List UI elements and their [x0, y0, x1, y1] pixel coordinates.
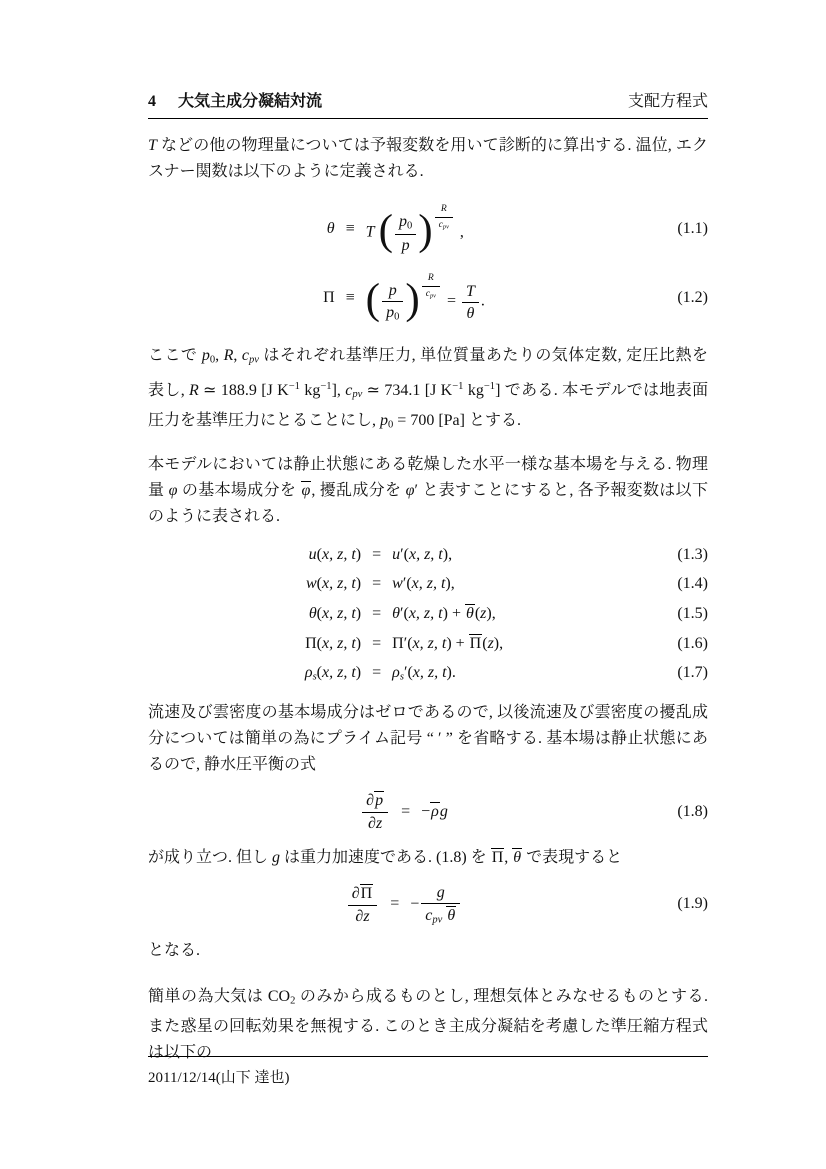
chapter-title: 大気主成分凝結対流	[178, 93, 323, 110]
paragraph-diagnostics: T などの他の物理量については予報変数を用いて診断的に算出する. 温位, エクスナー関数は以下のように定義される.	[148, 137, 708, 180]
eq-1-5-lhs: θ(x, z, t)	[308, 604, 362, 622]
paragraph-co2-assumption: 簡単の為大気は $CO_2$ のみから成るものとし, 理想気体とみなせるものとする. また惑星の回転効果を無視する. このとき主成分凝結を考慮した準圧縮方程式は以下の	[148, 988, 708, 1062]
paragraph-constants: ここで $p_0$, R, $c_{pv}$ はそれぞれ基準圧力, 単位質量あたりの気体定数, 定圧比熱を表し, R ≃ 188.9 [J $K^{-1}$ $kg^{-1}$], $c_{pv}$ ≃ 734.1 [J $K^{-1}$ $kg^{-1}$] である. 本モデルでは地表面圧力を基準圧力にとることにし, $p_0 = 700$ [Pa] とする.	[148, 347, 709, 431]
paragraph-gravity: が成り立つ. 但し g は重力加速度である. (1.8) を Π, θ で表現すると	[148, 848, 623, 866]
eq-1-1-number: (1.1)	[677, 219, 708, 237]
eq-1-7-relation: =	[372, 664, 382, 682]
eq-1-2-lhs: Π	[323, 288, 335, 306]
eq-1-5-relation: =	[372, 604, 382, 622]
eq-1-1-lhs: θ	[326, 219, 335, 237]
eq-1-7-lhs: $\rho_s(x$, z, t)	[304, 664, 362, 683]
eq-1-8-rhs: −ρg	[421, 803, 448, 821]
equation-exner-hydrostatic	[148, 883, 708, 927]
eq-1-7-number: (1.7)	[677, 664, 708, 682]
section-title: 支配方程式	[627, 93, 708, 110]
paragraph-hydrostatic: 流速及び雲密度の基本場成分はゼロであるので, 以後流速及び雲密度の擾乱成分については簡単の為にプライム記号 “ ′ ” を省略する. 基本場は静止状態にあるので, 静水圧平衡の式	[148, 704, 708, 774]
equation-group-prognostic-variables	[148, 546, 708, 682]
eq-1-6-relation: =	[372, 634, 382, 652]
eq-1-6-lhs: Π(x, z, t)	[305, 634, 362, 652]
eq-1-9-rhs: − $\frac{g}{c_{pv} \theta}$	[410, 883, 462, 927]
eq-1-6-rhs: Π′(x, z, t) + Π(z),	[392, 635, 504, 653]
eq-1-3-lhs: u(x, z, t)	[308, 546, 362, 564]
eq-1-4-number: (1.4)	[677, 575, 708, 593]
eq-1-4-lhs: w(x, z, t)	[306, 575, 362, 593]
eq-1-2-rhs: ( $\frac{p}{p_0}$ ) $\frac{R}{c_{pv}}$ = $\frac{T}{\theta}$ .	[365, 272, 485, 323]
footer-credit: 2011/12/14(山下 達也)	[148, 1070, 290, 1086]
eq-1-5-rhs: θ′(x, z, t) + θ(z),	[392, 605, 496, 623]
paragraph-conclusion-line: となる.	[148, 942, 201, 960]
eq-1-3-rhs: u′(x, z, t),	[392, 546, 453, 564]
eq-1-6-number: (1.6)	[677, 634, 708, 652]
eq-1-7-rhs: $\rho_s'(x$, z, t).	[392, 664, 456, 683]
eq-1-5-number: (1.5)	[677, 604, 708, 622]
eq-1-9-lhs: $\frac{\partial\Pi}{\partial z}$	[346, 883, 379, 925]
equation-group-definitions	[148, 203, 708, 323]
page-header	[148, 88, 708, 119]
eq-1-8-relation: =	[401, 802, 411, 820]
eq-1-3-relation: =	[372, 546, 382, 564]
eq-1-2-number: (1.2)	[677, 288, 708, 306]
eq-1-3-number: (1.3)	[677, 546, 708, 564]
eq-1-8-lhs: $\frac{\partial p}{\partial z}$	[360, 790, 390, 832]
eq-1-9-number: (1.9)	[677, 895, 708, 913]
eq-1-8-number: (1.8)	[677, 802, 708, 820]
eq-1-2-relation: ≡	[345, 288, 355, 306]
eq-1-1-rhs: T ( $\frac{p_0}{p}$ ) $\frac{R}{c_{pv}}$ ,	[365, 203, 464, 254]
eq-1-4-rhs: w′(x, z, t),	[392, 575, 455, 593]
eq-1-9-relation: =	[390, 895, 400, 913]
eq-1-4-relation: =	[372, 575, 382, 593]
equation-hydrostatic-balance	[148, 790, 708, 832]
page-number: 4	[148, 93, 156, 110]
paragraph-basic-state: 本モデルにおいては静止状態にある乾燥した水平一様な基本場を与える. 物理量 φ の基本場成分を φ, 擾乱成分を φ′ と表すことにすると, 各予報変数は以下のように表される.	[148, 456, 708, 526]
eq-1-1-relation: ≡	[345, 219, 355, 237]
page-footer	[148, 1056, 708, 1087]
